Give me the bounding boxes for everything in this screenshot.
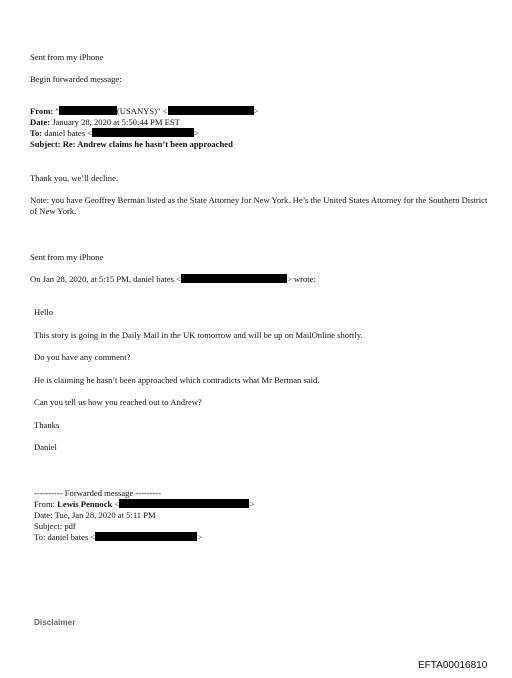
inner-date-line: Date: Tue, Jan 28, 2020 at 5:11 PM (34, 510, 156, 520)
redaction-block (92, 128, 194, 137)
begin-forwarded-label: Begin forwarded message: (30, 74, 122, 84)
to-value: daniel bates < (44, 128, 93, 138)
redaction-block (59, 106, 117, 115)
date-line (30, 117, 180, 128)
inner-to-prefix: To: daniel bates < (34, 532, 96, 542)
document-id: EFTA00016810 (418, 660, 488, 671)
sent-from-iphone-1: Sent from my iPhone (30, 52, 104, 62)
sent-from-iphone-2: Sent from my iPhone (30, 252, 104, 262)
reply-on-prefix: On Jan 28, 2020, at 5:15 PM, daniel bates < (30, 274, 181, 284)
to-line (30, 128, 199, 139)
redaction-block (95, 532, 197, 541)
forwarded-divider: ---------- Forwarded message --------- (34, 488, 162, 498)
to-close: > (194, 128, 199, 138)
from-org: (USANYS)" < (116, 106, 168, 116)
from-close: > (253, 106, 259, 116)
from-quote-open: " (55, 106, 59, 116)
to-label: To: (30, 128, 43, 138)
subject-value: Re: Andrew claims he hasn’t been approached (62, 139, 233, 149)
story-paragraph: This story is going in the Daily Mail in the UK tomorrow and will be up on MailOnline shortly. (34, 330, 363, 340)
inner-to-close: > (197, 532, 203, 542)
date-label: Date: (30, 117, 51, 127)
subject-label: Subject: (30, 139, 61, 149)
reach-out-question: Can you tell us how you reached out to Andrew? (34, 397, 202, 407)
body-note-paragraph: Note: you have Geoffrey Berman listed as the State Attorney for New York. He’s the United States Attorney for the Southern District of New York. (30, 195, 488, 216)
redaction-block (119, 499, 249, 508)
thanks-line: Thanks (34, 420, 60, 430)
greeting: Hello (34, 307, 54, 317)
redaction-block (168, 106, 254, 115)
date-value: January 28, 2020 at 5:50:44 PM EST (52, 117, 180, 127)
from-line (30, 106, 258, 117)
signature-name: Daniel (34, 442, 57, 452)
reply-on-suffix: > wrote: (286, 274, 316, 284)
disclaimer-link[interactable]: Disclaimer (34, 618, 76, 627)
inner-from-line (34, 499, 254, 510)
inner-to-line (34, 532, 202, 543)
from-label: From: (30, 106, 54, 116)
inner-from-prefix: From: (34, 499, 58, 509)
subject-line (30, 139, 233, 150)
reply-attribution-line (30, 274, 316, 285)
inner-subject-line: Subject: pdf (34, 521, 76, 531)
redaction-block (181, 274, 287, 283)
body-decline-line: Thank you, we’ll decline. (30, 173, 119, 183)
comment-question: Do you have any comment? (34, 352, 131, 362)
claim-paragraph: He is claiming he hasn’t been approached which contradicts what Mr Berman said. (34, 375, 320, 385)
inner-from-name: Lewis Pennock (57, 499, 113, 509)
inner-from-close: > (249, 499, 255, 509)
inner-from-open: < (112, 499, 120, 509)
